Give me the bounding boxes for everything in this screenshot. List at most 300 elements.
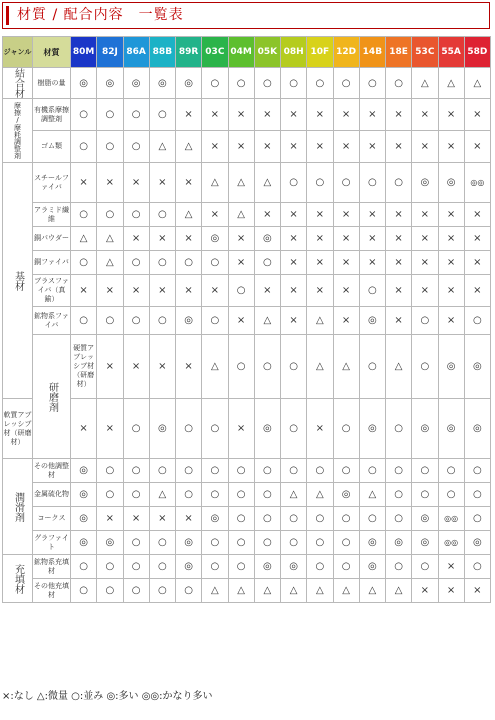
value-cell: × <box>307 227 333 251</box>
value-cell: ◎◎ <box>438 531 464 555</box>
material-label: ブラスファイバ（真鍮） <box>33 275 71 307</box>
value-cell: ○ <box>149 531 175 555</box>
value-cell: ○ <box>97 307 123 335</box>
material-label: スチールファイバ <box>33 163 71 203</box>
header-row <box>3 37 491 68</box>
value-cell: × <box>333 275 359 307</box>
value-cell: △ <box>149 131 175 163</box>
value-cell: × <box>464 579 490 603</box>
value-cell: ○ <box>202 68 228 99</box>
value-cell: △ <box>281 483 307 507</box>
table-row <box>3 163 491 203</box>
value-cell: × <box>359 203 385 227</box>
value-cell: △ <box>254 307 280 335</box>
value-cell: ○ <box>97 459 123 483</box>
value-cell: ○ <box>307 531 333 555</box>
value-cell: ○ <box>228 555 254 579</box>
value-cell: × <box>333 251 359 275</box>
value-cell: ○ <box>71 555 97 579</box>
value-cell: × <box>281 251 307 275</box>
table-row <box>3 131 491 163</box>
value-cell: × <box>412 99 438 131</box>
value-cell: ◎ <box>71 459 97 483</box>
value-cell: × <box>281 99 307 131</box>
value-cell: ○ <box>254 68 280 99</box>
value-cell: × <box>176 163 202 203</box>
value-cell: × <box>176 335 202 399</box>
value-cell: ○ <box>123 99 149 131</box>
material-label: アラミド繊維 <box>33 203 71 227</box>
value-cell: ◎ <box>71 483 97 507</box>
value-cell: × <box>464 251 490 275</box>
value-cell: ○ <box>333 68 359 99</box>
value-cell: × <box>202 131 228 163</box>
value-cell: ○ <box>412 335 438 399</box>
table-row <box>3 531 491 555</box>
value-cell: ○ <box>412 459 438 483</box>
category-cell: 充填材 <box>3 555 33 603</box>
material-label: ゴム類 <box>33 131 71 163</box>
value-cell: △ <box>464 68 490 99</box>
value-cell: × <box>359 99 385 131</box>
value-cell: ○ <box>386 399 412 459</box>
value-cell: ○ <box>359 507 385 531</box>
value-cell: ◎ <box>71 68 97 99</box>
value-cell: ○ <box>386 459 412 483</box>
value-cell: × <box>281 131 307 163</box>
header-product-18e: 18E <box>386 37 412 68</box>
value-cell: × <box>123 275 149 307</box>
value-cell: × <box>412 131 438 163</box>
value-cell: ○ <box>281 163 307 203</box>
table-row <box>3 483 491 507</box>
value-cell: △ <box>97 227 123 251</box>
value-cell: △ <box>202 335 228 399</box>
value-cell: × <box>307 399 333 459</box>
header-product-86a: 86A <box>123 37 149 68</box>
value-cell: × <box>149 275 175 307</box>
value-cell: ○ <box>359 335 385 399</box>
value-cell: ○ <box>123 459 149 483</box>
value-cell: ○ <box>333 459 359 483</box>
value-cell: ○ <box>123 399 149 459</box>
value-cell: × <box>359 227 385 251</box>
value-cell: ○ <box>123 483 149 507</box>
value-cell: × <box>228 307 254 335</box>
value-cell: △ <box>202 163 228 203</box>
value-cell: × <box>464 275 490 307</box>
value-cell: ○ <box>307 163 333 203</box>
value-cell: × <box>438 579 464 603</box>
value-cell: ○ <box>464 555 490 579</box>
value-cell: ○ <box>97 203 123 227</box>
header-product-05k: 05K <box>254 37 280 68</box>
header-product-55a: 55A <box>438 37 464 68</box>
header-product-04m: 04M <box>228 37 254 68</box>
value-cell: × <box>386 203 412 227</box>
value-cell: ○ <box>97 579 123 603</box>
material-label: 硬質アブレッシブ材（研磨材） <box>71 335 97 399</box>
value-cell: ◎ <box>149 399 175 459</box>
header-product-12d: 12D <box>333 37 359 68</box>
value-cell: × <box>307 131 333 163</box>
value-cell: ◎ <box>176 307 202 335</box>
header-product-03c: 03C <box>202 37 228 68</box>
material-label: 銅ファイバ <box>33 251 71 275</box>
material-label: 金属硫化物 <box>33 483 71 507</box>
value-cell: ○ <box>123 251 149 275</box>
value-cell: × <box>123 163 149 203</box>
value-cell: × <box>254 203 280 227</box>
value-cell: × <box>228 227 254 251</box>
value-cell: × <box>333 227 359 251</box>
value-cell: ○ <box>123 307 149 335</box>
value-cell: × <box>464 99 490 131</box>
value-cell: ○ <box>464 459 490 483</box>
value-cell: × <box>228 251 254 275</box>
value-cell: △ <box>386 335 412 399</box>
value-cell: ◎ <box>438 163 464 203</box>
value-cell: × <box>412 579 438 603</box>
category-cell: 研磨剤 <box>33 335 71 459</box>
value-cell: ◎ <box>412 399 438 459</box>
value-cell: × <box>149 227 175 251</box>
value-cell: ○ <box>359 275 385 307</box>
value-cell: ○ <box>281 459 307 483</box>
value-cell: ○ <box>464 507 490 531</box>
value-cell: ◎ <box>386 531 412 555</box>
value-cell: ◎ <box>71 531 97 555</box>
table-row <box>3 459 491 483</box>
value-cell: ◎ <box>464 531 490 555</box>
value-cell: ○ <box>176 251 202 275</box>
value-cell: ○ <box>71 203 97 227</box>
value-cell: ○ <box>281 531 307 555</box>
header-product-10f: 10F <box>307 37 333 68</box>
value-cell: × <box>202 275 228 307</box>
value-cell: × <box>97 163 123 203</box>
value-cell: ○ <box>281 507 307 531</box>
value-cell: ○ <box>149 99 175 131</box>
value-cell: × <box>281 275 307 307</box>
value-cell: ○ <box>307 68 333 99</box>
value-cell: × <box>412 227 438 251</box>
category-cell: 基材 <box>3 163 33 399</box>
value-cell: △ <box>228 203 254 227</box>
value-cell: △ <box>412 68 438 99</box>
value-cell: ◎ <box>97 68 123 99</box>
value-cell: ○ <box>254 531 280 555</box>
value-cell: × <box>71 163 97 203</box>
value-cell: △ <box>307 483 333 507</box>
table-row <box>3 99 491 131</box>
value-cell: × <box>412 251 438 275</box>
value-cell: ○ <box>386 483 412 507</box>
value-cell: ◎ <box>71 507 97 531</box>
value-cell: ○ <box>307 555 333 579</box>
value-cell: ○ <box>97 99 123 131</box>
table-row <box>3 555 491 579</box>
value-cell: ◎ <box>438 399 464 459</box>
value-cell: ◎ <box>359 555 385 579</box>
table-row <box>3 579 491 603</box>
header-product-58d: 58D <box>464 37 490 68</box>
value-cell: × <box>386 275 412 307</box>
value-cell: × <box>333 307 359 335</box>
value-cell: ○ <box>281 68 307 99</box>
value-cell: ○ <box>97 483 123 507</box>
value-cell: ○ <box>71 307 97 335</box>
value-cell: ◎ <box>412 507 438 531</box>
title-accent-bar <box>6 6 9 25</box>
header-product-53c: 53C <box>412 37 438 68</box>
value-cell: ○ <box>228 507 254 531</box>
value-cell: × <box>307 275 333 307</box>
value-cell: △ <box>333 335 359 399</box>
value-cell: △ <box>254 163 280 203</box>
table-row <box>3 507 491 531</box>
value-cell: × <box>149 335 175 399</box>
value-cell: ○ <box>202 483 228 507</box>
value-cell: ◎ <box>254 399 280 459</box>
value-cell: △ <box>228 579 254 603</box>
value-cell: × <box>464 131 490 163</box>
value-cell: ○ <box>333 555 359 579</box>
value-cell: ○ <box>176 579 202 603</box>
value-cell: × <box>333 203 359 227</box>
value-cell: × <box>254 131 280 163</box>
value-cell: ◎◎ <box>438 507 464 531</box>
value-cell: ○ <box>71 251 97 275</box>
value-cell: ○ <box>71 131 97 163</box>
value-cell: ◎ <box>149 68 175 99</box>
value-cell: ○ <box>333 531 359 555</box>
category-cell: 結合材 <box>3 68 33 99</box>
material-label: 鉱物系充填材 <box>33 555 71 579</box>
value-cell: ○ <box>228 275 254 307</box>
value-cell: ○ <box>228 68 254 99</box>
value-cell: △ <box>281 579 307 603</box>
table-row <box>3 227 491 251</box>
value-cell: × <box>254 99 280 131</box>
value-cell: ○ <box>149 459 175 483</box>
title-box <box>2 2 490 29</box>
material-label: グラファイト <box>33 531 71 555</box>
value-cell: × <box>228 399 254 459</box>
value-cell: ○ <box>386 555 412 579</box>
value-cell: ○ <box>176 483 202 507</box>
value-cell: ◎ <box>281 555 307 579</box>
value-cell: × <box>386 251 412 275</box>
value-cell: ◎ <box>254 555 280 579</box>
table-row <box>3 68 491 99</box>
value-cell: × <box>386 307 412 335</box>
value-cell: × <box>71 399 97 459</box>
value-cell: × <box>281 203 307 227</box>
value-cell: ○ <box>386 163 412 203</box>
value-cell: × <box>438 275 464 307</box>
value-cell: × <box>333 131 359 163</box>
value-cell: △ <box>386 579 412 603</box>
value-cell: ○ <box>281 335 307 399</box>
value-cell: ○ <box>149 579 175 603</box>
material-label: 銅パウダー <box>33 227 71 251</box>
value-cell: △ <box>202 579 228 603</box>
value-cell: ○ <box>123 555 149 579</box>
value-cell: × <box>386 227 412 251</box>
value-cell: ○ <box>176 399 202 459</box>
header-product-88b: 88B <box>149 37 175 68</box>
legend: ×:なし △:微量 ○:並み ◎:多い ◎◎:かなり多い <box>2 691 213 702</box>
value-cell: × <box>228 99 254 131</box>
value-cell: ○ <box>228 483 254 507</box>
value-cell: ○ <box>254 251 280 275</box>
value-cell: △ <box>307 307 333 335</box>
material-table <box>2 36 491 603</box>
value-cell: × <box>71 275 97 307</box>
value-cell: ○ <box>254 483 280 507</box>
value-cell: ○ <box>307 507 333 531</box>
value-cell: △ <box>149 483 175 507</box>
value-cell: ◎ <box>359 399 385 459</box>
value-cell: ○ <box>202 459 228 483</box>
value-cell: ○ <box>254 507 280 531</box>
value-cell: ○ <box>202 251 228 275</box>
value-cell: ○ <box>202 531 228 555</box>
value-cell: ◎ <box>464 399 490 459</box>
value-cell: × <box>386 131 412 163</box>
value-cell: ○ <box>464 307 490 335</box>
value-cell: ○ <box>412 307 438 335</box>
material-label: 鉱物系ファイバ <box>33 307 71 335</box>
value-cell: × <box>176 507 202 531</box>
value-cell: ◎ <box>202 227 228 251</box>
value-cell: ○ <box>412 555 438 579</box>
value-cell: ○ <box>97 555 123 579</box>
value-cell: × <box>307 251 333 275</box>
value-cell: × <box>438 307 464 335</box>
value-cell: ◎ <box>97 531 123 555</box>
value-cell: ○ <box>202 307 228 335</box>
value-cell: ○ <box>254 459 280 483</box>
value-cell: ○ <box>228 459 254 483</box>
header-genre: ジャンル <box>3 37 33 68</box>
page-title: 材質 / 配合内容 一覧表 <box>17 7 184 23</box>
value-cell: △ <box>307 579 333 603</box>
value-cell: ○ <box>333 163 359 203</box>
value-cell: × <box>333 99 359 131</box>
value-cell: ○ <box>307 459 333 483</box>
value-cell: △ <box>176 131 202 163</box>
value-cell: ○ <box>149 307 175 335</box>
value-cell: × <box>438 555 464 579</box>
value-cell: ○ <box>438 459 464 483</box>
category-cell: 潤滑剤 <box>3 459 33 555</box>
value-cell: ○ <box>438 483 464 507</box>
value-cell: × <box>97 507 123 531</box>
value-cell: ○ <box>464 483 490 507</box>
value-cell: ◎ <box>359 531 385 555</box>
value-cell: ○ <box>123 131 149 163</box>
value-cell: △ <box>254 579 280 603</box>
value-cell: × <box>97 275 123 307</box>
value-cell: ○ <box>202 399 228 459</box>
value-cell: ○ <box>202 555 228 579</box>
value-cell: ◎ <box>412 163 438 203</box>
value-cell: × <box>123 335 149 399</box>
table-row <box>3 399 491 459</box>
value-cell: ◎ <box>176 555 202 579</box>
header-product-89r: 89R <box>176 37 202 68</box>
value-cell: △ <box>71 227 97 251</box>
value-cell: × <box>464 227 490 251</box>
value-cell: △ <box>359 579 385 603</box>
value-cell: × <box>97 335 123 399</box>
value-cell: × <box>254 275 280 307</box>
value-cell: ○ <box>359 459 385 483</box>
value-cell: ◎ <box>123 68 149 99</box>
value-cell: ○ <box>333 507 359 531</box>
value-cell: △ <box>228 163 254 203</box>
value-cell: ○ <box>123 531 149 555</box>
value-cell: × <box>438 99 464 131</box>
table-row <box>3 335 491 399</box>
value-cell: × <box>438 131 464 163</box>
value-cell: ○ <box>228 335 254 399</box>
value-cell: ◎ <box>333 483 359 507</box>
value-cell: ○ <box>333 399 359 459</box>
material-label: 樹脂の量 <box>33 68 71 99</box>
value-cell: × <box>123 227 149 251</box>
table-row <box>3 275 491 307</box>
value-cell: ○ <box>71 99 97 131</box>
value-cell: × <box>438 203 464 227</box>
material-label: その他調整材 <box>33 459 71 483</box>
material-label: その他充填材 <box>33 579 71 603</box>
value-cell: ○ <box>228 531 254 555</box>
value-cell: ○ <box>281 399 307 459</box>
value-cell: × <box>149 163 175 203</box>
value-cell: × <box>412 203 438 227</box>
value-cell: × <box>228 131 254 163</box>
value-cell: × <box>281 307 307 335</box>
header-product-82j: 82J <box>97 37 123 68</box>
header-product-80m: 80M <box>71 37 97 68</box>
value-cell: ◎ <box>202 507 228 531</box>
value-cell: × <box>359 131 385 163</box>
value-cell: △ <box>176 203 202 227</box>
value-cell: ○ <box>386 68 412 99</box>
value-cell: × <box>359 251 385 275</box>
value-cell: × <box>307 203 333 227</box>
value-cell: ○ <box>123 203 149 227</box>
value-cell: × <box>202 203 228 227</box>
value-cell: ○ <box>71 579 97 603</box>
value-cell: × <box>438 251 464 275</box>
value-cell: × <box>123 507 149 531</box>
value-cell: × <box>176 99 202 131</box>
value-cell: △ <box>97 251 123 275</box>
value-cell: △ <box>359 483 385 507</box>
value-cell: × <box>97 399 123 459</box>
value-cell: ◎ <box>176 68 202 99</box>
value-cell: × <box>438 227 464 251</box>
value-cell: × <box>176 275 202 307</box>
value-cell: ○ <box>123 579 149 603</box>
table-row <box>3 203 491 227</box>
value-cell: × <box>412 275 438 307</box>
value-cell: × <box>149 507 175 531</box>
